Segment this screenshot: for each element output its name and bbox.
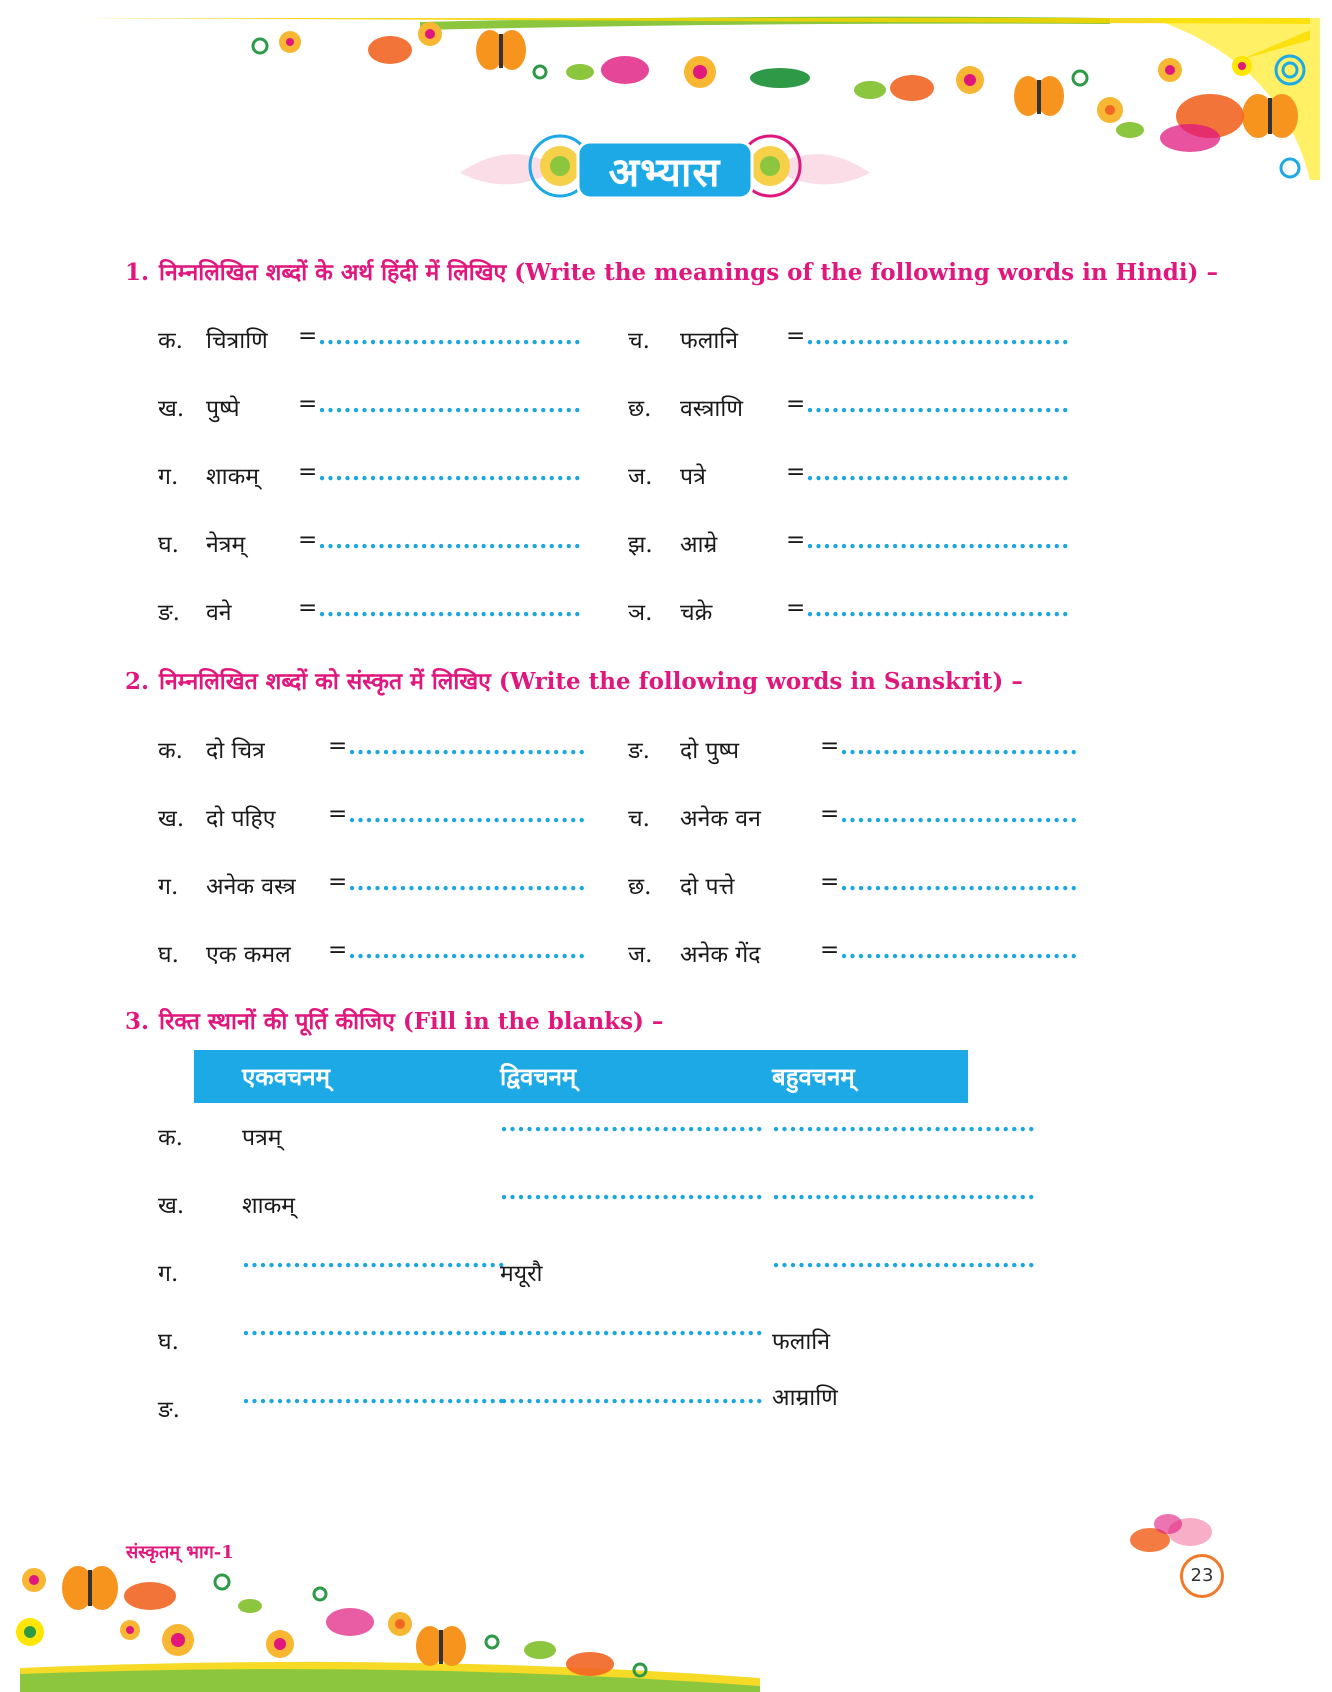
- cell-plural: आम्राणि: [772, 1385, 838, 1411]
- item-word: अनेक गेंद: [680, 942, 761, 968]
- answer-blank[interactable]: ............................: [348, 801, 587, 828]
- item-word: चक्रे: [680, 600, 713, 626]
- question-number: 2.: [125, 668, 150, 695]
- row-label: ख.: [158, 1193, 185, 1219]
- answer-blank[interactable]: ...............................: [242, 1246, 506, 1273]
- answer-blank[interactable]: ...............................: [318, 391, 582, 418]
- butterfly-icon: [1014, 76, 1064, 116]
- answer-blank[interactable]: ...............................: [318, 595, 582, 622]
- item-word: अनेक वन: [680, 806, 761, 832]
- cell-singular: शाकम्: [242, 1193, 296, 1219]
- item-label: घ.: [158, 942, 179, 968]
- item-word: दो पुष्प: [680, 738, 740, 764]
- answer-blank[interactable]: ...............................: [772, 1110, 1036, 1137]
- answer-blank[interactable]: ...............................: [318, 459, 582, 486]
- item-label: ग.: [158, 464, 179, 490]
- item-word: पत्रे: [680, 464, 706, 490]
- equals-sign: =: [786, 323, 806, 349]
- page-number: 23: [1180, 1554, 1224, 1598]
- row-label: क.: [158, 1125, 183, 1151]
- equals-sign: =: [820, 937, 840, 963]
- equals-sign: =: [328, 801, 348, 827]
- item-label: च.: [628, 806, 650, 832]
- answer-blank[interactable]: ............................: [348, 937, 587, 964]
- item-label: घ.: [158, 532, 179, 558]
- cell-dual: मयूरौ: [500, 1261, 543, 1287]
- answer-blank[interactable]: ...............................: [806, 595, 1070, 622]
- butterfly-icon: [1242, 94, 1298, 138]
- equals-sign: =: [786, 459, 806, 485]
- item-label: ज.: [628, 464, 653, 490]
- answer-blank[interactable]: ...............................: [242, 1382, 506, 1409]
- item-label: ज.: [628, 942, 653, 968]
- item-label: ञ.: [628, 600, 653, 626]
- answer-blank[interactable]: ...............................: [500, 1110, 764, 1137]
- item-word: फलानि: [680, 328, 739, 354]
- item-label: ग.: [158, 874, 179, 900]
- row-label: घ.: [158, 1329, 179, 1355]
- item-word: दो पहिए: [206, 806, 276, 832]
- item-word: दो पत्ते: [680, 874, 735, 900]
- item-word: अनेक वस्त्र: [206, 874, 296, 900]
- heart-petal-icon: [124, 1582, 614, 1676]
- page-heading: अभ्यास: [608, 150, 721, 196]
- answer-blank[interactable]: ...............................: [806, 527, 1070, 554]
- answer-blank[interactable]: ...............................: [500, 1178, 764, 1205]
- equals-sign: =: [328, 937, 348, 963]
- item-word: चित्राणि: [206, 328, 268, 354]
- answer-blank[interactable]: ...............................: [500, 1314, 764, 1341]
- answer-blank[interactable]: ............................: [840, 733, 1079, 760]
- equals-sign: =: [820, 733, 840, 759]
- equals-sign: =: [786, 527, 806, 553]
- item-label: छ.: [628, 396, 652, 422]
- item-label: क.: [158, 738, 183, 764]
- answer-blank[interactable]: ............................: [840, 801, 1079, 828]
- equals-sign: =: [786, 391, 806, 417]
- cell-plural: फलानि: [772, 1329, 831, 1355]
- answer-blank[interactable]: ............................: [348, 733, 587, 760]
- item-word: एक कमल: [206, 942, 291, 968]
- column-header-dual: द्विवचनम्: [500, 1062, 577, 1091]
- answer-blank[interactable]: ...............................: [806, 323, 1070, 350]
- equals-sign: =: [328, 733, 348, 759]
- item-label: छ.: [628, 874, 652, 900]
- item-label: क.: [158, 328, 183, 354]
- answer-blank[interactable]: ............................: [840, 869, 1079, 896]
- answer-blank[interactable]: ...............................: [242, 1314, 506, 1341]
- item-word: शाकम्: [206, 464, 260, 490]
- table-header: [194, 1050, 968, 1103]
- item-label: ख.: [158, 396, 185, 422]
- item-word: वने: [206, 600, 232, 626]
- item-word: पुष्पे: [206, 396, 240, 422]
- equals-sign: =: [328, 869, 348, 895]
- equals-sign: =: [786, 595, 806, 621]
- item-word: दो चित्र: [206, 738, 265, 764]
- column-header-plural: बहुवचनम्: [772, 1062, 855, 1091]
- item-label: ख.: [158, 806, 185, 832]
- equals-sign: =: [298, 391, 318, 417]
- book-title: संस्कृतम् भाग-1: [126, 1542, 234, 1563]
- column-header-singular: एकवचनम्: [242, 1062, 330, 1091]
- question-number: 3.: [125, 1008, 150, 1035]
- item-label: ङ.: [158, 600, 180, 626]
- item-word: वस्त्राणि: [680, 396, 743, 422]
- answer-blank[interactable]: ...............................: [318, 527, 582, 554]
- cell-singular: पत्रम्: [242, 1125, 282, 1151]
- butterfly-icon: [476, 30, 526, 70]
- equals-sign: =: [820, 869, 840, 895]
- item-word: आम्रे: [680, 532, 718, 558]
- answer-blank[interactable]: ............................: [840, 937, 1079, 964]
- question-number: 1.: [125, 259, 150, 286]
- question-3-title: 3. रिक्त स्थानों की पूर्ति कीजिए (Fill in the blanks) –: [125, 1008, 664, 1035]
- bottom-floral-banner: [0, 1560, 1332, 1692]
- answer-blank[interactable]: ...............................: [318, 323, 582, 350]
- equals-sign: =: [820, 801, 840, 827]
- answer-blank[interactable]: ...............................: [806, 459, 1070, 486]
- answer-blank[interactable]: ...............................: [806, 391, 1070, 418]
- item-label: च.: [628, 328, 650, 354]
- answer-blank[interactable]: ...............................: [500, 1382, 764, 1409]
- answer-blank[interactable]: ...............................: [772, 1178, 1036, 1205]
- row-label: ङ.: [158, 1397, 180, 1423]
- item-label: ङ.: [628, 738, 650, 764]
- equals-sign: =: [298, 323, 318, 349]
- equals-sign: =: [298, 527, 318, 553]
- equals-sign: =: [298, 595, 318, 621]
- equals-sign: =: [298, 459, 318, 485]
- answer-blank[interactable]: ............................: [348, 869, 587, 896]
- question-2-title: 2. निम्नलिखित शब्दों को संस्कृत में लिखिए (Write the following words in Sanskrit) –: [125, 668, 1023, 695]
- answer-blank[interactable]: ...............................: [772, 1246, 1036, 1273]
- item-label: झ.: [628, 532, 653, 558]
- row-label: ग.: [158, 1261, 179, 1287]
- question-1-title: 1. निम्नलिखित शब्दों के अर्थ हिंदी में लिखिए (Write the meanings of the following words in Hindi) –: [125, 259, 1218, 286]
- item-word: नेत्रम्: [206, 532, 246, 558]
